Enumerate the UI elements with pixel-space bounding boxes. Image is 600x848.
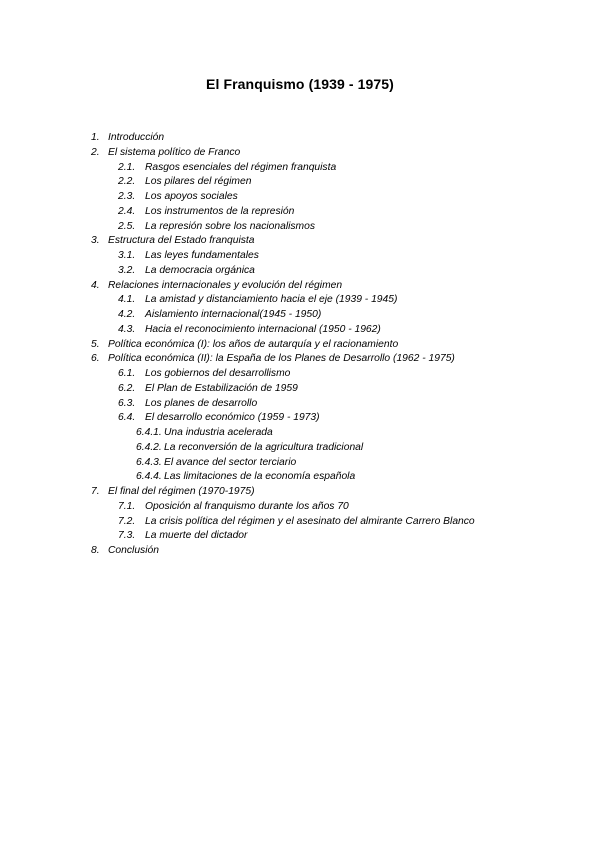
toc-entry xyxy=(0,338,600,353)
toc-entry-number: 3. xyxy=(91,235,100,247)
toc-entry-number: 3.1. xyxy=(118,250,136,261)
toc-entry-number: 1. xyxy=(91,132,100,143)
page-title: El Franquismo (1939 - 1975) xyxy=(206,76,394,92)
toc-entry-text: La democracia orgánica xyxy=(145,264,255,276)
toc-entry-number: 6.4.2. xyxy=(136,441,162,453)
toc-entry xyxy=(0,220,600,235)
toc-entry-number: 2. xyxy=(91,146,100,158)
toc-entry xyxy=(0,544,600,559)
toc-entry-number: 6.4.4. xyxy=(136,471,162,483)
toc-entry xyxy=(0,146,600,161)
toc-entry xyxy=(0,426,600,441)
toc-entry-text: Los apoyos sociales xyxy=(145,191,238,202)
toc-entry-text: El Plan de Estabilización de 1959 xyxy=(145,382,298,394)
toc-entry-text: Política económica (II): la España de los Planes de Desarrollo (1962 - 1975) xyxy=(108,353,455,365)
toc-entry-number: 7.3. xyxy=(118,530,136,542)
toc-entry xyxy=(0,485,600,500)
toc-entry-text: Aislamiento internacional(1945 - 1950) xyxy=(145,309,322,320)
toc-entry-number: 7.2. xyxy=(118,515,136,527)
toc-entry-text: Las leyes fundamentales xyxy=(145,250,259,261)
toc-entry-number: 7.1. xyxy=(118,500,136,512)
toc-entry-text: El final del régimen (1970-1975) xyxy=(108,486,255,497)
toc-entry-text: Una industria acelerada xyxy=(164,427,273,438)
toc-entry xyxy=(0,249,600,264)
toc-entry-text: La represión sobre los nacionalismos xyxy=(145,220,315,232)
toc-entry xyxy=(0,131,600,146)
toc-entry-text: Relaciones internacionales y evolución del régimen xyxy=(108,279,343,291)
toc-entry-number: 2.5. xyxy=(118,220,136,232)
toc-entry-text: Rasgos esenciales del régimen franquista xyxy=(145,161,337,173)
toc-entry xyxy=(0,293,600,308)
toc-entry xyxy=(0,515,600,530)
toc-entry xyxy=(0,234,600,249)
toc-entry-text: Oposición al franquismo durante los años 70 xyxy=(145,500,349,512)
toc-entry xyxy=(0,411,600,426)
toc-entry-number: 4. xyxy=(91,279,100,291)
toc-entry-number: 6.2. xyxy=(118,382,136,394)
toc-entry xyxy=(0,456,600,471)
toc-entry xyxy=(0,308,600,323)
toc-entry-number: 4.3. xyxy=(118,323,136,335)
toc-entry-number: 6.1. xyxy=(118,368,136,379)
toc-entry-number: 6.4. xyxy=(118,412,136,424)
table-of-contents xyxy=(0,131,600,559)
toc-entry-text: Conclusión xyxy=(108,545,159,556)
toc-entry-number: 6.4.3. xyxy=(136,456,162,468)
toc-entry-number: 8. xyxy=(91,545,100,556)
toc-entry-number: 6. xyxy=(91,353,100,365)
toc-entry-text: La muerte del dictador xyxy=(145,530,248,542)
toc-entry-text: Política económica (I): los años de autarquía y el racionamiento xyxy=(108,338,399,350)
toc-entry-number: 2.3. xyxy=(118,191,136,202)
toc-entry-text: El desarrollo económico (1959 - 1973) xyxy=(145,412,320,424)
toc-entry-text: Las limitaciones de la economía española xyxy=(164,471,356,483)
toc-entry xyxy=(0,500,600,515)
toc-entry xyxy=(0,323,600,338)
toc-entry xyxy=(0,161,600,176)
toc-entry-text: La reconversión de la agricultura tradicional xyxy=(164,441,364,453)
toc-entry xyxy=(0,382,600,397)
toc-entry-text: Los gobiernos del desarrollismo xyxy=(145,368,291,379)
toc-entry-number: 4.1. xyxy=(118,294,136,306)
toc-entry xyxy=(0,264,600,279)
toc-entry xyxy=(0,205,600,220)
toc-entry-number: 2.1. xyxy=(118,161,136,173)
toc-entry-text: Los pilares del régimen xyxy=(145,176,252,188)
toc-entry xyxy=(0,175,600,190)
toc-entry-text: Estructura del Estado franquista xyxy=(108,235,255,247)
toc-entry-text: El sistema político de Franco xyxy=(108,146,241,158)
toc-entry xyxy=(0,190,600,205)
toc-entry xyxy=(0,279,600,294)
toc-entry-text: Hacia el reconocimiento internacional (1950 - 1962) xyxy=(145,323,381,335)
toc-entry-number: 4.2. xyxy=(118,309,136,320)
toc-entry-text: Introducción xyxy=(108,132,165,143)
toc-entry xyxy=(0,367,600,382)
toc-entry-text: La amistad y distanciamiento hacia el eje (1939 - 1945) xyxy=(145,294,398,306)
toc-entry-number: 6.3. xyxy=(118,397,136,409)
toc-entry-number: 6.4.1. xyxy=(136,427,162,438)
toc-entry xyxy=(0,397,600,412)
toc-entry xyxy=(0,352,600,367)
toc-entry-text: Los planes de desarrollo xyxy=(145,397,258,409)
toc-entry-text: La crisis política del régimen y el asesinato del almirante Carrero Blanco xyxy=(145,515,475,527)
toc-entry-text: El avance del sector terciario xyxy=(164,456,297,468)
toc-entry xyxy=(0,441,600,456)
toc-entry-number: 3.2. xyxy=(118,264,136,276)
toc-entry xyxy=(0,470,600,485)
toc-entry xyxy=(0,529,600,544)
toc-entry-number: 5. xyxy=(91,338,100,350)
toc-entry-text: Los instrumentos de la represión xyxy=(145,205,295,217)
toc-entry-number: 2.4. xyxy=(118,205,136,217)
toc-entry-number: 2.2. xyxy=(118,176,136,188)
toc-entry-number: 7. xyxy=(91,486,100,497)
